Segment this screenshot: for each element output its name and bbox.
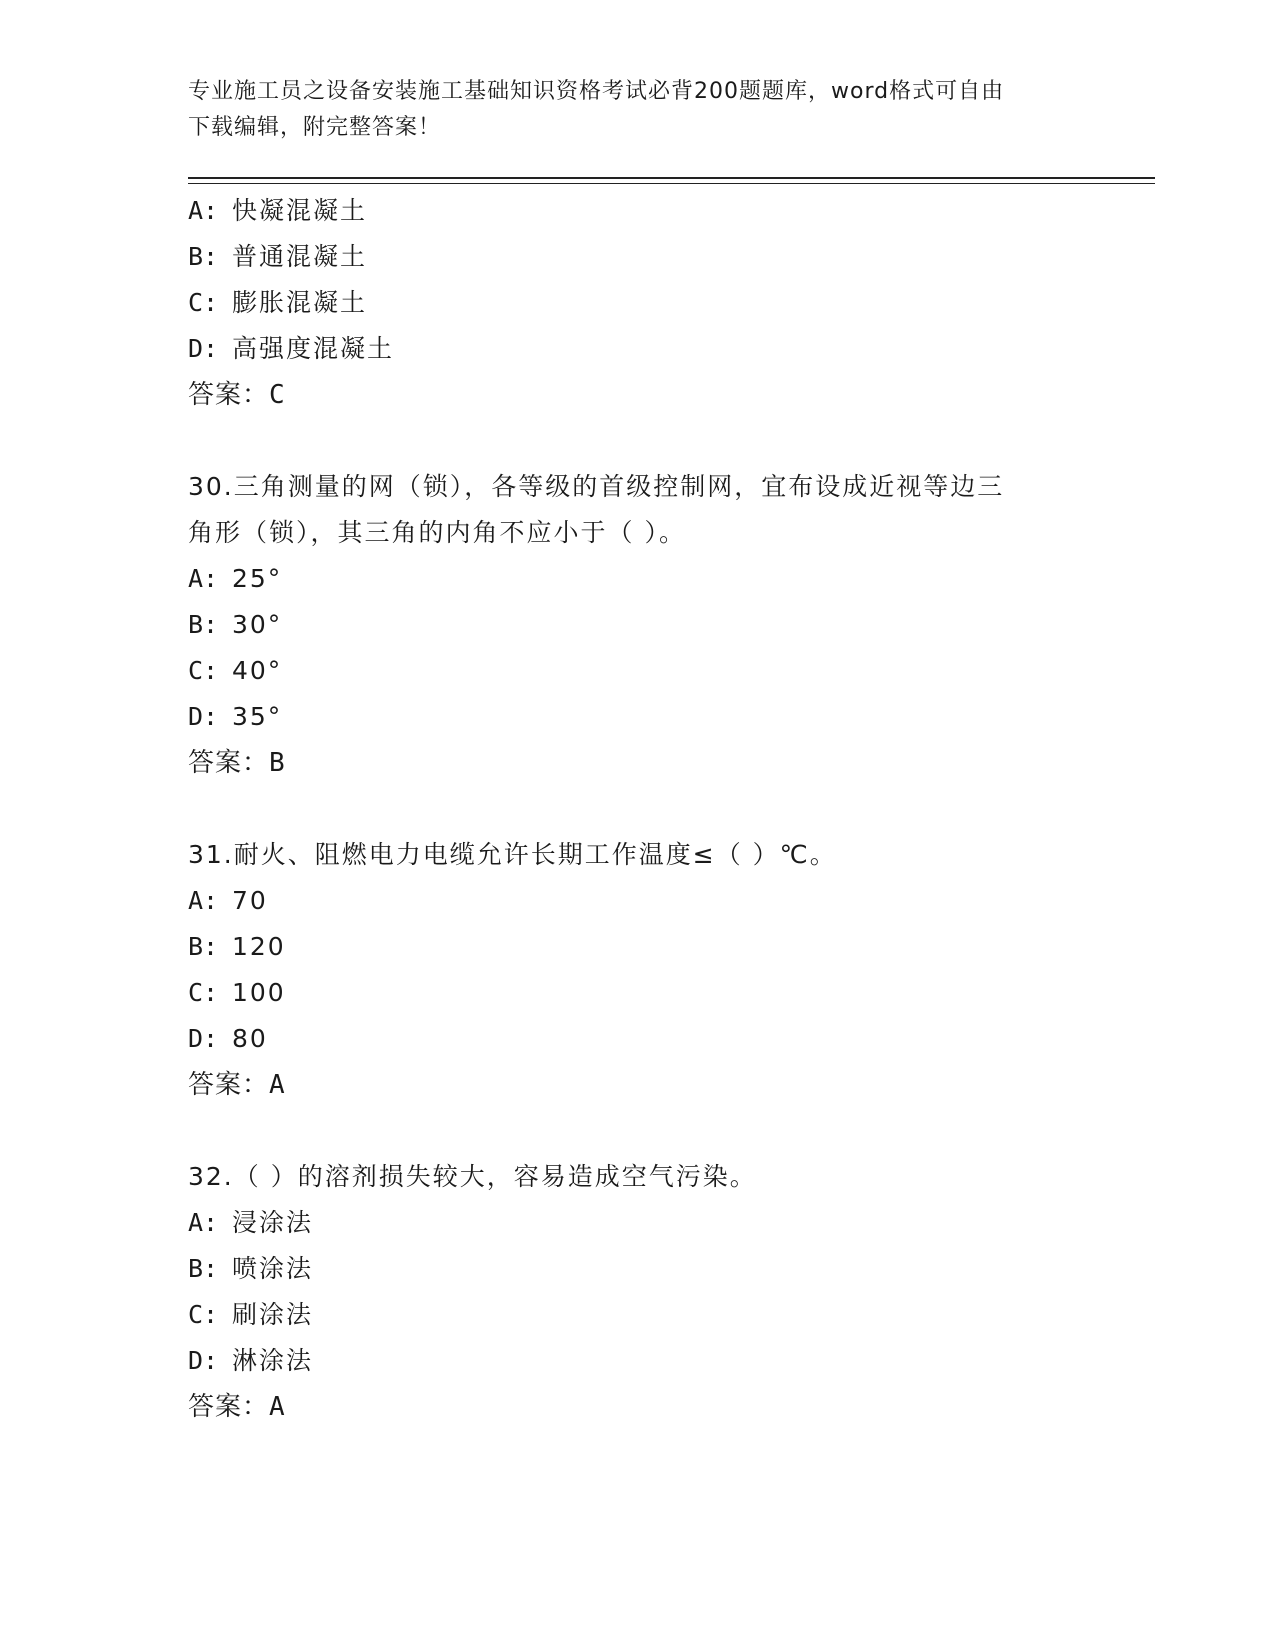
option-a: A: 浸涂法 xyxy=(188,1208,314,1237)
question-text-line-2: 角形（锁），其三角的内角不应小于（ ）。 xyxy=(188,518,686,547)
header-divider-thick xyxy=(188,177,1155,179)
question-text-line-1: 31.耐火、阻燃电力电缆允许长期工作温度≤（ ）℃。 xyxy=(188,840,837,869)
question-30 xyxy=(188,464,1088,786)
question-29 xyxy=(188,188,1088,418)
option-b: B: 喷涂法 xyxy=(188,1254,314,1283)
option-c: C: 膨胀混凝土 xyxy=(188,288,368,317)
question-list xyxy=(188,188,1088,1430)
spacer xyxy=(188,418,1088,464)
question-32 xyxy=(188,1154,1088,1430)
option-c: C: 100 xyxy=(188,978,286,1007)
option-b: B: 30° xyxy=(188,610,283,639)
answer-value: A xyxy=(269,1070,286,1100)
option-d: D: 淋涂法 xyxy=(188,1346,314,1375)
option-a: A: 70 xyxy=(188,886,268,915)
answer-line: 答案：A xyxy=(188,1070,286,1100)
option-a: A: 快凝混凝土 xyxy=(188,196,368,225)
answer-value: B xyxy=(269,748,286,778)
option-b: B: 普通混凝土 xyxy=(188,242,368,271)
question-text-line-1: 30.三角测量的网（锁），各等级的首级控制网，宜布设成近视等边三 xyxy=(188,472,1005,501)
header-line-1: 专业施工员之设备安装施工基础知识资格考试必背200题题库，word格式可自由 xyxy=(188,79,1005,104)
header-divider-thin xyxy=(188,183,1155,184)
option-d: D: 80 xyxy=(188,1024,268,1053)
answer-line: 答案：A xyxy=(188,1392,286,1422)
spacer xyxy=(188,786,1088,832)
spacer xyxy=(188,1108,1088,1154)
option-c: C: 刷涂法 xyxy=(188,1300,314,1329)
option-c: C: 40° xyxy=(188,656,283,685)
question-text-line-1: 32.（ ）的溶剂损失较大，容易造成空气污染。 xyxy=(188,1162,757,1191)
option-b: B: 120 xyxy=(188,932,286,961)
header-line-2: 下载编辑，附完整答案！ xyxy=(188,115,442,140)
answer-line: 答案：C xyxy=(188,380,286,410)
question-31 xyxy=(188,832,1088,1108)
answer-value: C xyxy=(269,380,286,410)
document-header xyxy=(188,74,1088,146)
option-d: D: 高强度混凝土 xyxy=(188,334,395,363)
answer-value: A xyxy=(269,1392,286,1422)
option-d: D: 35° xyxy=(188,702,283,731)
answer-line: 答案：B xyxy=(188,748,286,778)
option-a: A: 25° xyxy=(188,564,283,593)
